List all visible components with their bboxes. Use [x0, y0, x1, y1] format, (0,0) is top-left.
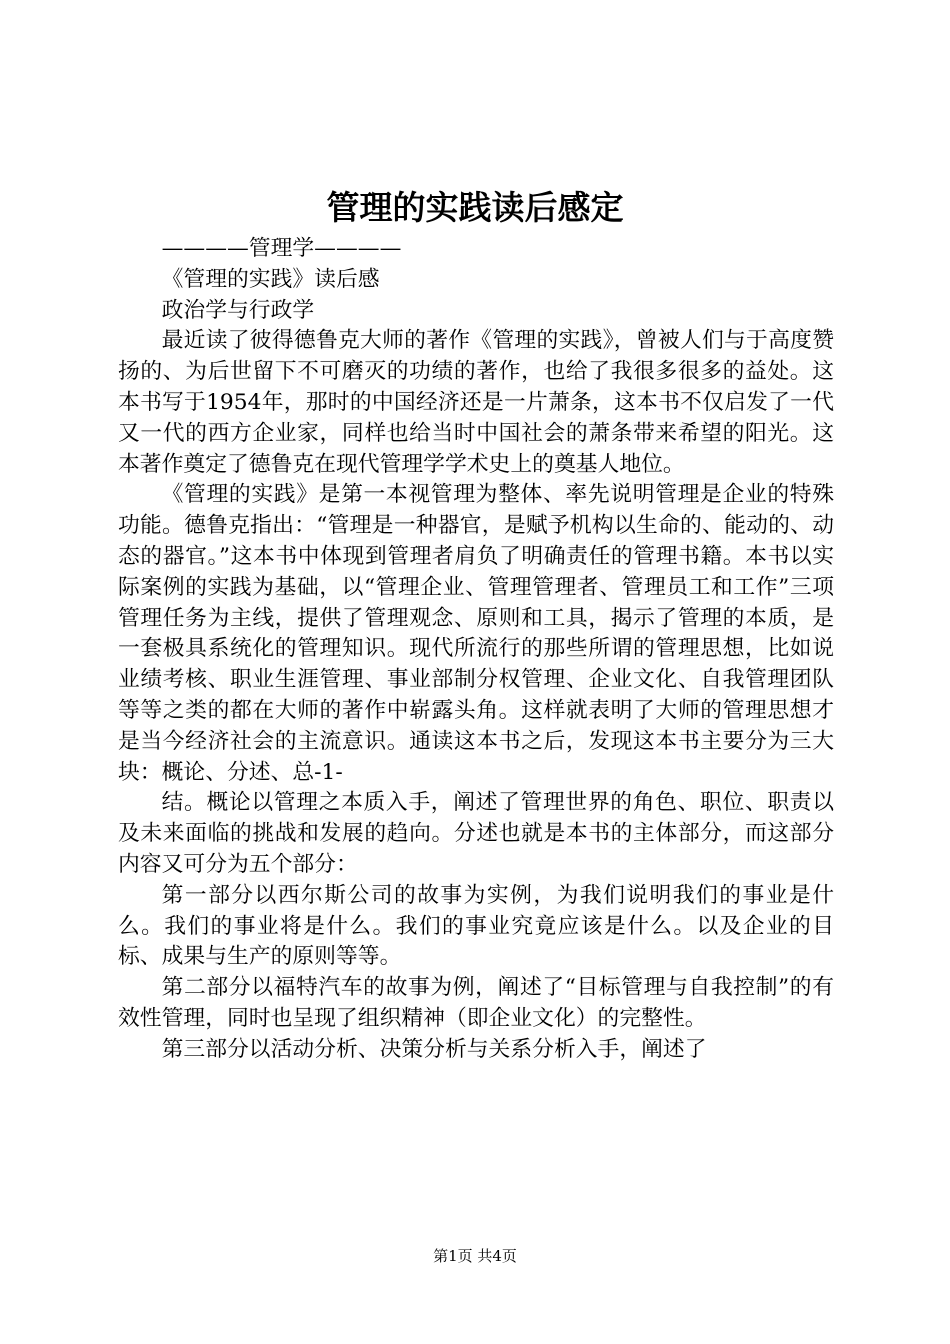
paragraph-part-three: 第三部分以活动分析、决策分析与关系分析入手，阐述了: [161, 1036, 707, 1062]
paragraph-heading: 《管理的实践》读后感: [161, 266, 380, 292]
document-title: 管理的实践读后感定: [326, 188, 624, 227]
paragraph-subject: ————管理学————: [161, 236, 402, 261]
paragraph-structure: 结。概论以管理之本质入手，阐述了管理世界的角色、职位、职责以及未来面临的挑战和发展的趋向。分述也就是本书的主体部分，而这部分内容又可分为五个部分：: [118, 790, 834, 877]
paragraph-intro: 最近读了彼得德鲁克大师的著作《管理的实践》，曾被人们与于高度赞扬的、为后世留下不可磨灭的功绩的著作，也给了我很多很多的益处。这本书写于1954年，那时的中国经济还是一片萧条，这本书不仅启发了一代又一代的西方企业家，同样也给当时中国社会的萧条带来希望的阳光。这本著作奠定了德鲁克在现代管理学学术史上的奠基人地位。: [118, 328, 834, 477]
page-number-footer: 第1页 共4页: [433, 1247, 517, 1265]
document-body: [118, 234, 834, 1066]
paragraph-part-one: 第一部分以西尔斯公司的故事为实例，为我们说明我们的事业是什么。我们的事业将是什么。我们的事业究竟应该是什么。以及企业的目标、成果与生产的原则等等。: [118, 882, 834, 970]
paragraph-overview: 《管理的实践》是第一本视管理为整体、率先说明管理是企业的特殊功能。德鲁克指出：“管理是一种器官，是赋予机构以生命的、能动的、动态的器官。”这本书中体现到管理者肩负了明确责任的管理书籍。本书以实际案例的实践为基础，以“管理企业、管理管理者、管理员工和工作”三项管理任务为主线，提供了管理观念、原则和工具，揭示了管理的本质，是一套极具系统化的管理知识。现代所流行的那些所谓的管理思想，比如说业绩考核、职业生涯管理、事业部制分权管理、企业文化、自我管理团队等等之类的都在大师的著作中崭露头角。这样就表明了大师的管理思想才是当今经济社会的主流意识。通读这本书之后，发现这本书主要分为三大块：概论、分述、总-1-: [118, 482, 834, 785]
paragraph-part-two: 第二部分以福特汽车的故事为例，阐述了“目标管理与自我控制”的有效性管理，同时也呈现了组织精神（即企业文化）的完整性。: [118, 975, 834, 1031]
paragraph-major: 政治学与行政学: [161, 297, 315, 323]
